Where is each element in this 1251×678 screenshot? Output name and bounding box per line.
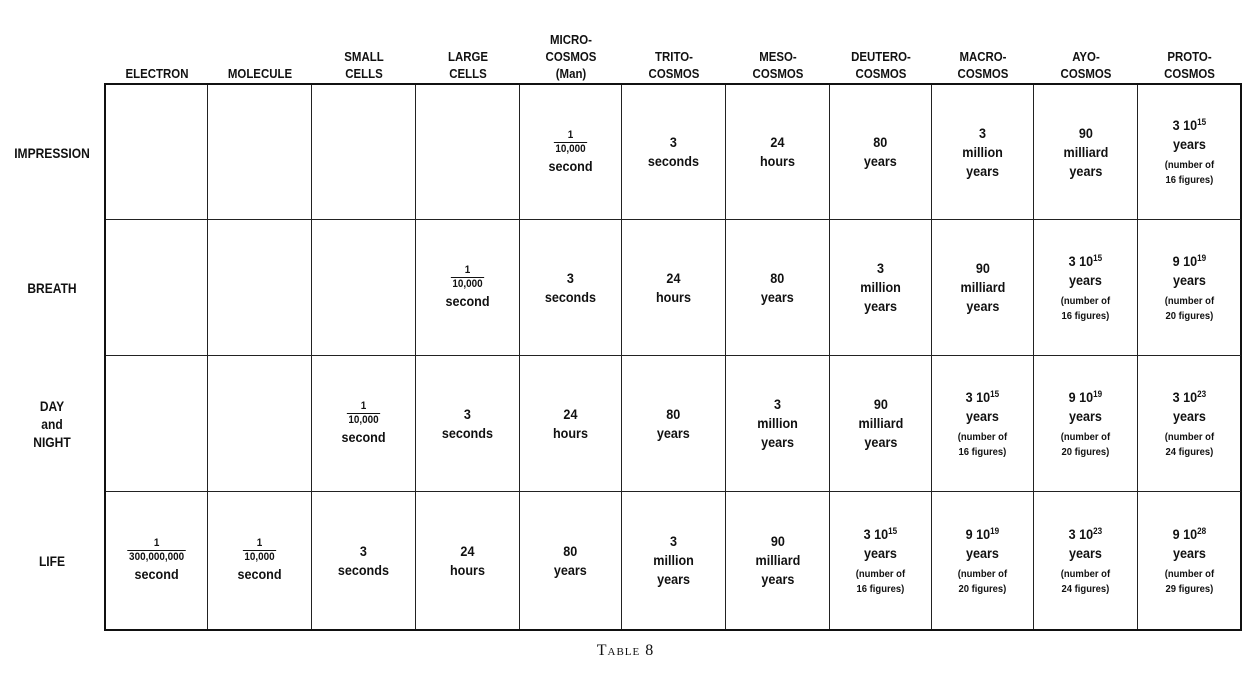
table-cell [726,220,830,356]
table-cell [520,356,622,492]
cell-unit: milliard years [858,415,903,450]
cell-unit: seconds [544,288,597,305]
fraction-denominator: 300,000,000 [128,551,185,563]
value-base: 9 10 [1068,388,1094,405]
cell-value [1173,388,1207,407]
cell-value [979,124,986,143]
value-base: 3 [566,269,575,286]
value-base: 80 [666,405,681,422]
column-header: LARGE CELLS [447,49,489,81]
cell-unit: years [966,407,999,424]
cell-content [958,525,1007,597]
column-header: MOLECULE [227,66,293,81]
value-base: 24 [563,405,578,422]
empty-cell [208,220,312,356]
cell-unit: million years [962,143,1003,179]
cell-note: (number of 16 figures) [1060,294,1111,322]
table-cell [830,220,932,356]
empty-cell [106,220,208,356]
value-base: 24 [770,134,785,150]
fraction-denominator: 10,000 [555,142,586,155]
cell-content [1061,252,1110,324]
cell-value [666,405,680,424]
cell-note: (number of 16 figures) [957,430,1008,458]
cell-unit: hours [759,153,795,169]
column-header: DEUTERO- COSMOS [851,49,911,81]
table-cell [520,492,622,629]
cell-value [1078,124,1092,143]
cell-unit: seconds [441,424,494,441]
cell-value [1069,388,1103,407]
cell-value [770,532,784,551]
cell-content [127,537,186,584]
value-base: 3 10 [863,525,889,542]
cell-note: (number of 29 figures) [1164,567,1215,595]
cell-content [442,405,493,443]
cell-unit: years [761,288,794,305]
cell-value [873,395,887,414]
table-cell [312,356,416,492]
value-exponent: 23 [1197,388,1207,399]
cell-value [1069,525,1103,544]
table-cell [726,85,830,220]
row-header: IMPRESSION [14,144,90,161]
value-base: 9 10 [1172,525,1198,542]
table-cell [1034,220,1138,356]
column-header: PROTO- COSMOS [1164,49,1215,81]
value-base: 90 [975,260,990,276]
cell-content [1061,525,1110,597]
cell-content [856,525,905,597]
empty-cell [312,220,416,356]
table-cell [416,492,520,629]
cell-unit: years [1069,544,1102,561]
cell-unit: second [548,157,593,174]
timescale-table [104,83,1242,631]
cell-unit: milliard years [960,279,1005,314]
cell-content [960,259,1005,316]
value-exponent: 15 [888,525,898,536]
fraction-numerator: 1 [360,400,367,412]
cell-unit: years [864,544,897,561]
table-cell [416,220,520,356]
empty-cell [312,85,416,220]
table-cell [1034,356,1138,492]
table-cell [726,492,830,629]
value-base: 9 10 [1172,252,1198,269]
cell-value [877,259,884,278]
fraction-numerator: 1 [256,537,263,549]
cell-value [670,133,677,152]
cell-content [545,269,596,307]
column-header: AYO- COSMOS [1060,49,1112,81]
cell-unit: million years [653,552,694,587]
empty-cell [106,85,208,220]
cell-value [966,388,1000,407]
value-base: 9 10 [965,525,991,542]
cell-value [567,269,574,288]
cell-value [464,405,471,424]
cell-note: (number of 16 figures) [855,567,906,595]
value-base: 80 [873,134,888,150]
cell-unit: hours [449,561,485,578]
cell-content [860,259,901,316]
cell-unit: years [1173,544,1206,561]
table-cell [622,220,726,356]
cell-content [653,532,694,589]
cell-value [770,269,784,288]
table-cell [830,85,932,220]
empty-cell [106,356,208,492]
value-base: 80 [770,269,785,286]
cell-content [553,405,588,443]
table-cell [830,356,932,492]
cell-unit: seconds [337,561,390,578]
table-cell [1034,85,1138,220]
value-base: 3 10 [1068,252,1094,269]
cell-content [548,129,592,176]
cell-unit: second [134,566,179,582]
cell-note: (number of 20 figures) [1164,294,1215,322]
cell-content [962,124,1003,181]
cell-unit: years [966,544,999,561]
value-base: 3 [669,134,678,150]
fraction [243,537,277,564]
cell-unit: million years [757,415,798,450]
row-header: BREATH [27,280,77,296]
cell-value [666,269,680,288]
column-header: MESO- COSMOS [752,49,804,81]
table-cell [830,492,932,629]
fraction [451,264,485,291]
cell-content [338,542,389,580]
fraction-numerator: 1 [153,537,160,549]
cell-note: (number of 24 figures) [1060,567,1111,595]
cell-unit: seconds [647,153,700,169]
cell-value [563,542,577,561]
cell-unit: hours [655,288,691,305]
cell-content [858,395,903,452]
cell-content [341,400,385,447]
fraction-denominator: 10,000 [244,551,275,563]
table-cell [1138,492,1241,629]
value-exponent: 19 [1093,388,1103,399]
value-base: 80 [563,542,578,559]
cell-unit: milliard years [755,552,800,587]
table-cell [520,85,622,220]
fraction [554,129,588,156]
cell-note: (number of 24 figures) [1164,430,1215,458]
fraction [127,537,186,564]
table-cell [106,492,208,629]
column-header: MICRO- COSMOS (Man) [545,32,597,81]
cell-value [563,405,577,424]
table-cell [622,356,726,492]
value-base: 3 [669,533,678,549]
cell-unit: years [864,153,897,169]
table-cell [622,85,726,220]
cell-value [1173,116,1207,135]
fraction [347,400,381,427]
table-cell [1138,220,1241,356]
cell-unit: second [341,429,386,445]
cell-content [554,542,587,580]
column-header: TRITO- COSMOS [648,49,700,81]
value-exponent: 15 [990,388,1000,399]
cell-value [1173,252,1207,271]
cell-content [237,537,281,584]
cell-value [770,133,784,152]
row-header: LIFE [38,552,66,569]
fraction-numerator: 1 [567,128,574,141]
cell-value [670,532,677,551]
row-header: DAY and NIGHT [33,398,71,450]
cell-content [864,133,897,171]
cell-content [648,133,699,171]
table-cell [312,492,416,629]
fraction-denominator: 10,000 [452,278,483,290]
cell-content [958,388,1007,460]
cell-unit: years [1173,407,1206,424]
column-header: MACRO- COSMOS [957,49,1009,81]
cell-unit: years [554,561,587,578]
table-cell [1138,356,1241,492]
value-base: 3 10 [1172,117,1198,133]
table-cell [622,492,726,629]
cell-content [1061,388,1110,460]
fraction-numerator: 1 [464,264,471,276]
cell-content [445,264,489,311]
cell-unit: hours [552,424,588,441]
table-cell [932,220,1034,356]
cell-unit: million years [860,279,901,314]
cell-unit: years [1173,136,1206,152]
value-exponent: 15 [1093,252,1103,263]
table-cell [416,356,520,492]
table-cell [208,492,312,629]
empty-cell [208,356,312,492]
cell-unit: milliard years [1063,143,1108,179]
cell-unit: second [445,293,490,309]
cell-content [1165,525,1214,597]
column-header: ELECTRON [125,66,189,81]
cell-value [966,525,1000,544]
empty-cell [208,85,312,220]
value-exponent: 19 [990,525,1000,536]
cell-value [864,525,898,544]
cell-content [656,269,691,307]
value-exponent: 19 [1197,252,1207,263]
value-base: 3 [463,405,472,422]
cell-value [1069,252,1103,271]
value-base: 90 [1078,124,1093,141]
cell-note: (number of 20 figures) [957,567,1008,595]
cell-content [1165,116,1214,188]
cell-content [1165,252,1214,324]
cell-value [1173,525,1207,544]
cell-content [1063,124,1108,181]
cell-value [873,133,887,152]
value-base: 24 [460,542,475,559]
value-base: 90 [770,533,785,549]
cell-content [760,133,795,171]
value-base: 3 [773,396,782,412]
table-cell [1034,492,1138,629]
cell-content [450,542,485,580]
value-exponent: 23 [1093,525,1103,536]
value-base: 24 [666,269,681,286]
table-cell [520,220,622,356]
value-base: 3 10 [1172,388,1198,405]
value-base: 90 [873,396,888,412]
value-base: 3 [876,260,885,276]
cell-note: (number of 20 figures) [1060,430,1111,458]
value-base: 3 10 [965,388,991,405]
cell-value [975,259,989,278]
cell-content [761,269,794,307]
cell-content [755,532,800,589]
table-cell [932,85,1034,220]
cell-unit: years [1069,407,1102,424]
value-base: 3 10 [1068,525,1094,542]
cell-unit: years [1069,271,1102,288]
cell-value [360,542,367,561]
value-exponent: 28 [1197,525,1207,536]
cell-note: (number of 16 figures) [1164,159,1215,186]
value-base: 3 [359,542,368,559]
table-cell [932,356,1034,492]
cell-unit: years [657,424,690,441]
cell-content [1165,388,1214,460]
cell-value [774,395,781,414]
cell-content [757,395,798,452]
cell-content [657,405,690,443]
value-base: 3 [978,124,987,141]
value-exponent: 15 [1197,117,1207,127]
cell-unit: second [237,566,282,582]
table-cell [1138,85,1241,220]
table-cell [726,356,830,492]
fraction-denominator: 10,000 [348,414,379,426]
table-caption: Table 8 [596,642,655,659]
table-cell [932,492,1034,629]
column-header: SMALL CELLS [344,49,384,81]
cell-unit: years [1173,271,1206,288]
cell-value [460,542,474,561]
empty-cell [416,85,520,220]
